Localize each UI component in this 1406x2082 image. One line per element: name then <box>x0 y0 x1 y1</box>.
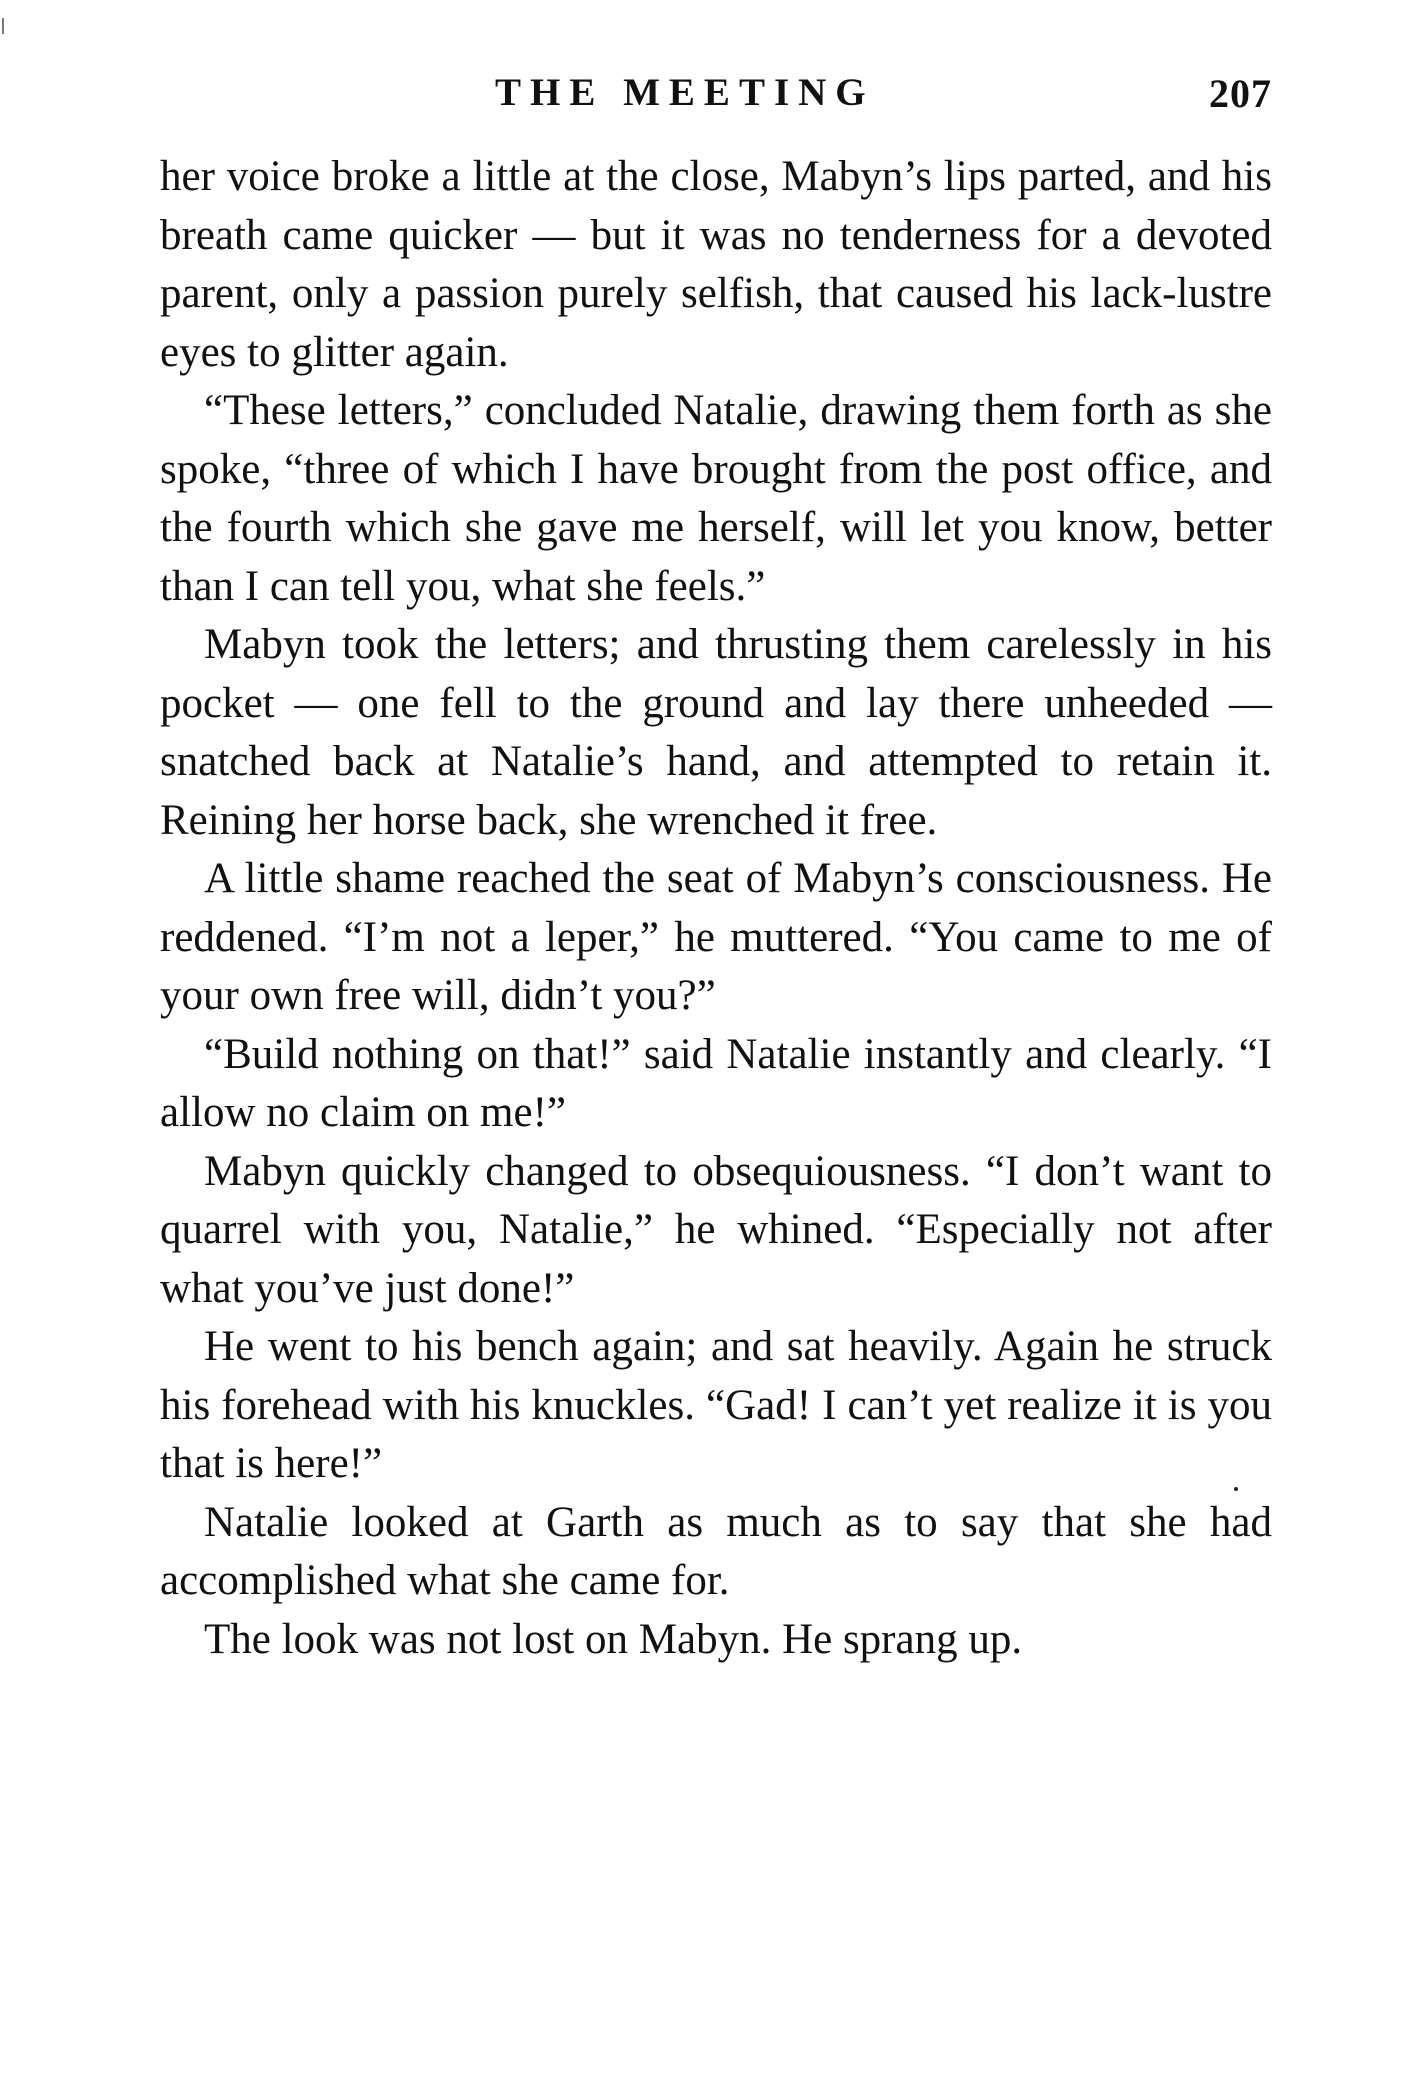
paragraph: Mabyn took the letters; and thrusting them carelessly in his pocket — one fell to the ground and lay there unheeded — snatched back at Natalie’s hand, and attempted to retain it. Reining her horse back, she wrenched it free. <box>160 621 1272 844</box>
paragraph: He went to his bench again; and sat heavily. Again he struck his forehead with his knuckles. “Gad! I can’t yet realize it is you that is here!” <box>160 1323 1272 1487</box>
running-title: THE MEETING <box>495 71 875 114</box>
paragraph: “Build nothing on that!” said Natalie instantly and clearly. “I allow no claim on me!” <box>160 1030 1272 1136</box>
paragraph: Mabyn quickly changed to obsequiousness. “I don’t want to quarrel with you, Natalie,” he whined. “Especially not after what you’ve just done!” <box>160 1147 1272 1312</box>
print-speck <box>1234 1487 1238 1491</box>
body-text <box>160 148 1272 1669</box>
paragraph: “These letters,” concluded Natalie, drawing them forth as she spoke, “three of which I have brought from the post office, and the fourth which she gave me herself, will let you know, better than I can tell you, what she feels.” <box>160 387 1272 610</box>
page-header <box>160 70 1272 130</box>
page-number: 207 <box>1209 71 1272 116</box>
paragraph: The look was not lost on Mabyn. He sprang up. <box>204 1615 1023 1663</box>
paragraph: Natalie looked at Garth as much as to say that she had accomplished what she came for. <box>160 1498 1272 1604</box>
scan-edge-mark <box>2 18 4 34</box>
paragraph: her voice broke a little at the close, Mabyn’s lips parted, and his breath came quicker — but it was no tenderness for a devoted parent, only a passion purely selfish, that caused his lack-lustre eyes to glitter again. <box>160 153 1272 376</box>
paragraph: A little shame reached the seat of Mabyn’s consciousness. He reddened. “I’m not a leper,” he muttered. “You came to me of your own free will, didn’t you?” <box>160 855 1272 1019</box>
